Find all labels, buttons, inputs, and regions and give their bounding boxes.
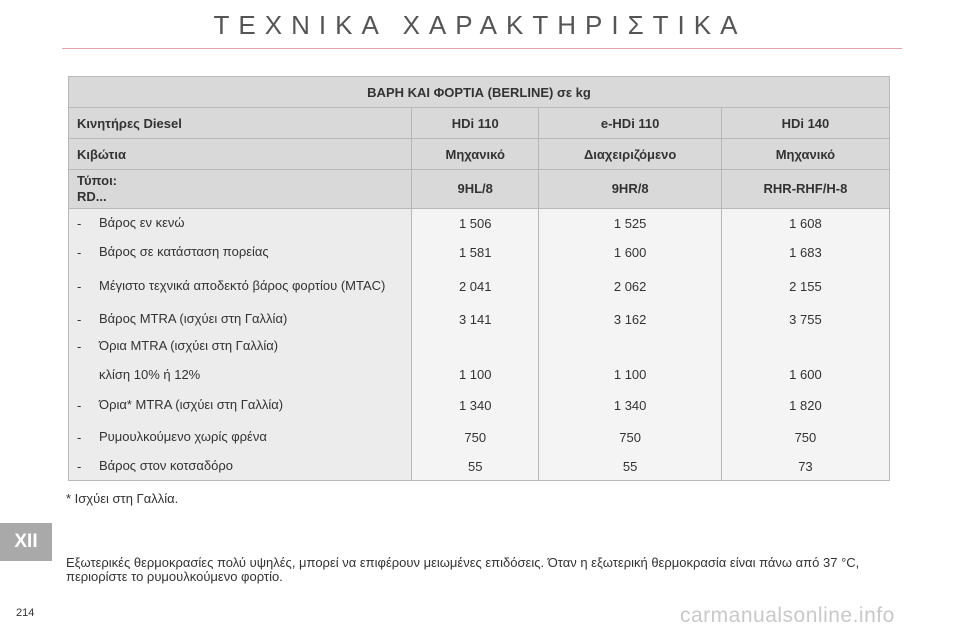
table-row bbox=[69, 307, 890, 333]
row-value: 1 683 bbox=[721, 239, 889, 267]
table-row bbox=[69, 361, 890, 389]
footnote: * Ισχύει στη Γαλλία. bbox=[66, 491, 179, 506]
row-value: 750 bbox=[721, 423, 889, 453]
row-value: 1 608 bbox=[721, 209, 889, 239]
row-value: 750 bbox=[412, 423, 539, 453]
row-label-cell bbox=[69, 333, 412, 361]
gearbox-header: Μηχανικό bbox=[412, 139, 539, 170]
table-caption-row bbox=[69, 77, 890, 108]
gearbox-header: Μηχανικό bbox=[721, 139, 889, 170]
title-divider bbox=[62, 48, 902, 49]
row-value: 1 525 bbox=[539, 209, 721, 239]
engine-header: HDi 140 bbox=[721, 108, 889, 139]
type-header: 9HL/8 bbox=[412, 170, 539, 209]
table-row bbox=[69, 239, 890, 267]
row-label-cell bbox=[69, 423, 412, 453]
row-label: Ρυμουλκούμενο χωρίς φρένα bbox=[99, 429, 267, 444]
types-label-line2: RD... bbox=[77, 189, 107, 204]
row-label-cell bbox=[69, 389, 412, 423]
table-row bbox=[69, 389, 890, 423]
row-dash: - bbox=[77, 312, 82, 327]
chapter-tab: XII bbox=[0, 523, 52, 561]
table-caption: ΒΑΡΗ ΚΑΙ ΦΟΡΤΙΑ (BERLINE) σε kg bbox=[69, 77, 890, 108]
row-value: 1 600 bbox=[539, 239, 721, 267]
row-label: Βάρος MTRA (ισχύει στη Γαλλία) bbox=[99, 311, 288, 326]
page-number: 214 bbox=[16, 607, 35, 619]
row-label-cell bbox=[69, 239, 412, 267]
row-value: 1 100 bbox=[412, 361, 539, 389]
row-label-cell bbox=[69, 307, 412, 333]
type-header: 9HR/8 bbox=[539, 170, 721, 209]
row-dash: - bbox=[77, 458, 82, 474]
row-value: 3 162 bbox=[539, 307, 721, 333]
types-label-line1: Τύποι: bbox=[77, 173, 118, 188]
table-row bbox=[69, 209, 890, 239]
row-value bbox=[721, 333, 889, 361]
row-label: Βάρος εν κενώ bbox=[99, 215, 185, 231]
row-label: Βάρος στον κοτσαδόρο bbox=[99, 457, 233, 473]
row-value: 1 340 bbox=[539, 389, 721, 423]
row-value: 55 bbox=[539, 453, 721, 481]
types-row bbox=[69, 170, 890, 209]
row-label: Βάρος σε κατάσταση πορείας bbox=[99, 244, 269, 259]
row-dash: - bbox=[77, 398, 82, 413]
row-value: 750 bbox=[539, 423, 721, 453]
table-row bbox=[69, 453, 890, 481]
gearbox-header: Διαχειριζόμενο bbox=[539, 139, 721, 170]
row-label: Όρια* MTRA (ισχύει στη Γαλλία) bbox=[99, 397, 284, 412]
row-value: 1 820 bbox=[721, 389, 889, 423]
row-value: 1 100 bbox=[539, 361, 721, 389]
row-value: 3 141 bbox=[412, 307, 539, 333]
row-label-cell bbox=[69, 267, 412, 307]
row-dash: - bbox=[77, 216, 82, 232]
row-label: Μέγιστο τεχνικά αποδεκτό βάρος φορτίου (MTAC) bbox=[99, 278, 386, 293]
row-label-cell bbox=[69, 453, 412, 481]
row-value: 1 600 bbox=[721, 361, 889, 389]
row-value: 1 340 bbox=[412, 389, 539, 423]
engine-header: HDi 110 bbox=[412, 108, 539, 139]
watermark: carmanualsonline.info bbox=[680, 604, 895, 627]
gearbox-row bbox=[69, 139, 890, 170]
row-value: 2 155 bbox=[721, 267, 889, 307]
page-title: ΤΕΧΝΙΚΑ ΧΑΡΑΚΤΗΡΙΣΤΙΚΑ bbox=[213, 10, 747, 40]
row-dash: - bbox=[77, 279, 82, 294]
row-label: κλίση 10% ή 12% bbox=[99, 366, 201, 382]
row-value: 1 581 bbox=[412, 239, 539, 267]
types-label bbox=[69, 170, 412, 209]
row-value bbox=[412, 333, 539, 361]
row-value: 73 bbox=[721, 453, 889, 481]
engines-label: Κινητήρες Diesel bbox=[69, 108, 412, 139]
table-row bbox=[69, 267, 890, 307]
row-value bbox=[539, 333, 721, 361]
row-value: 2 062 bbox=[539, 267, 721, 307]
row-value: 1 506 bbox=[412, 209, 539, 239]
type-header: RHR-RHF/H-8 bbox=[721, 170, 889, 209]
row-dash: - bbox=[77, 430, 82, 445]
engines-row bbox=[69, 108, 890, 139]
row-value: 55 bbox=[412, 453, 539, 481]
row-dash: - bbox=[77, 245, 82, 260]
temperature-note: Εξωτερικές θερμοκρασίες πολύ υψηλές, μπορεί να επιφέρουν μειωμένες επιδόσεις. Όταν η εξωτερική θερμοκρασία είναι πάνω από 37 °C, περιορίστε το ρυμουλκούμενο φορτίο. bbox=[66, 555, 860, 584]
weights-table bbox=[68, 76, 890, 481]
row-dash: - bbox=[77, 339, 82, 354]
engine-header: e-HDi 110 bbox=[539, 108, 721, 139]
row-label-cell bbox=[69, 209, 412, 239]
row-value: 3 755 bbox=[721, 307, 889, 333]
row-label-cell bbox=[69, 361, 412, 389]
row-value: 2 041 bbox=[412, 267, 539, 307]
table-row bbox=[69, 333, 890, 361]
table-row bbox=[69, 423, 890, 453]
gearbox-label: Κιβώτια bbox=[69, 139, 412, 170]
row-label: Όρια MTRA (ισχύει στη Γαλλία) bbox=[99, 338, 279, 353]
